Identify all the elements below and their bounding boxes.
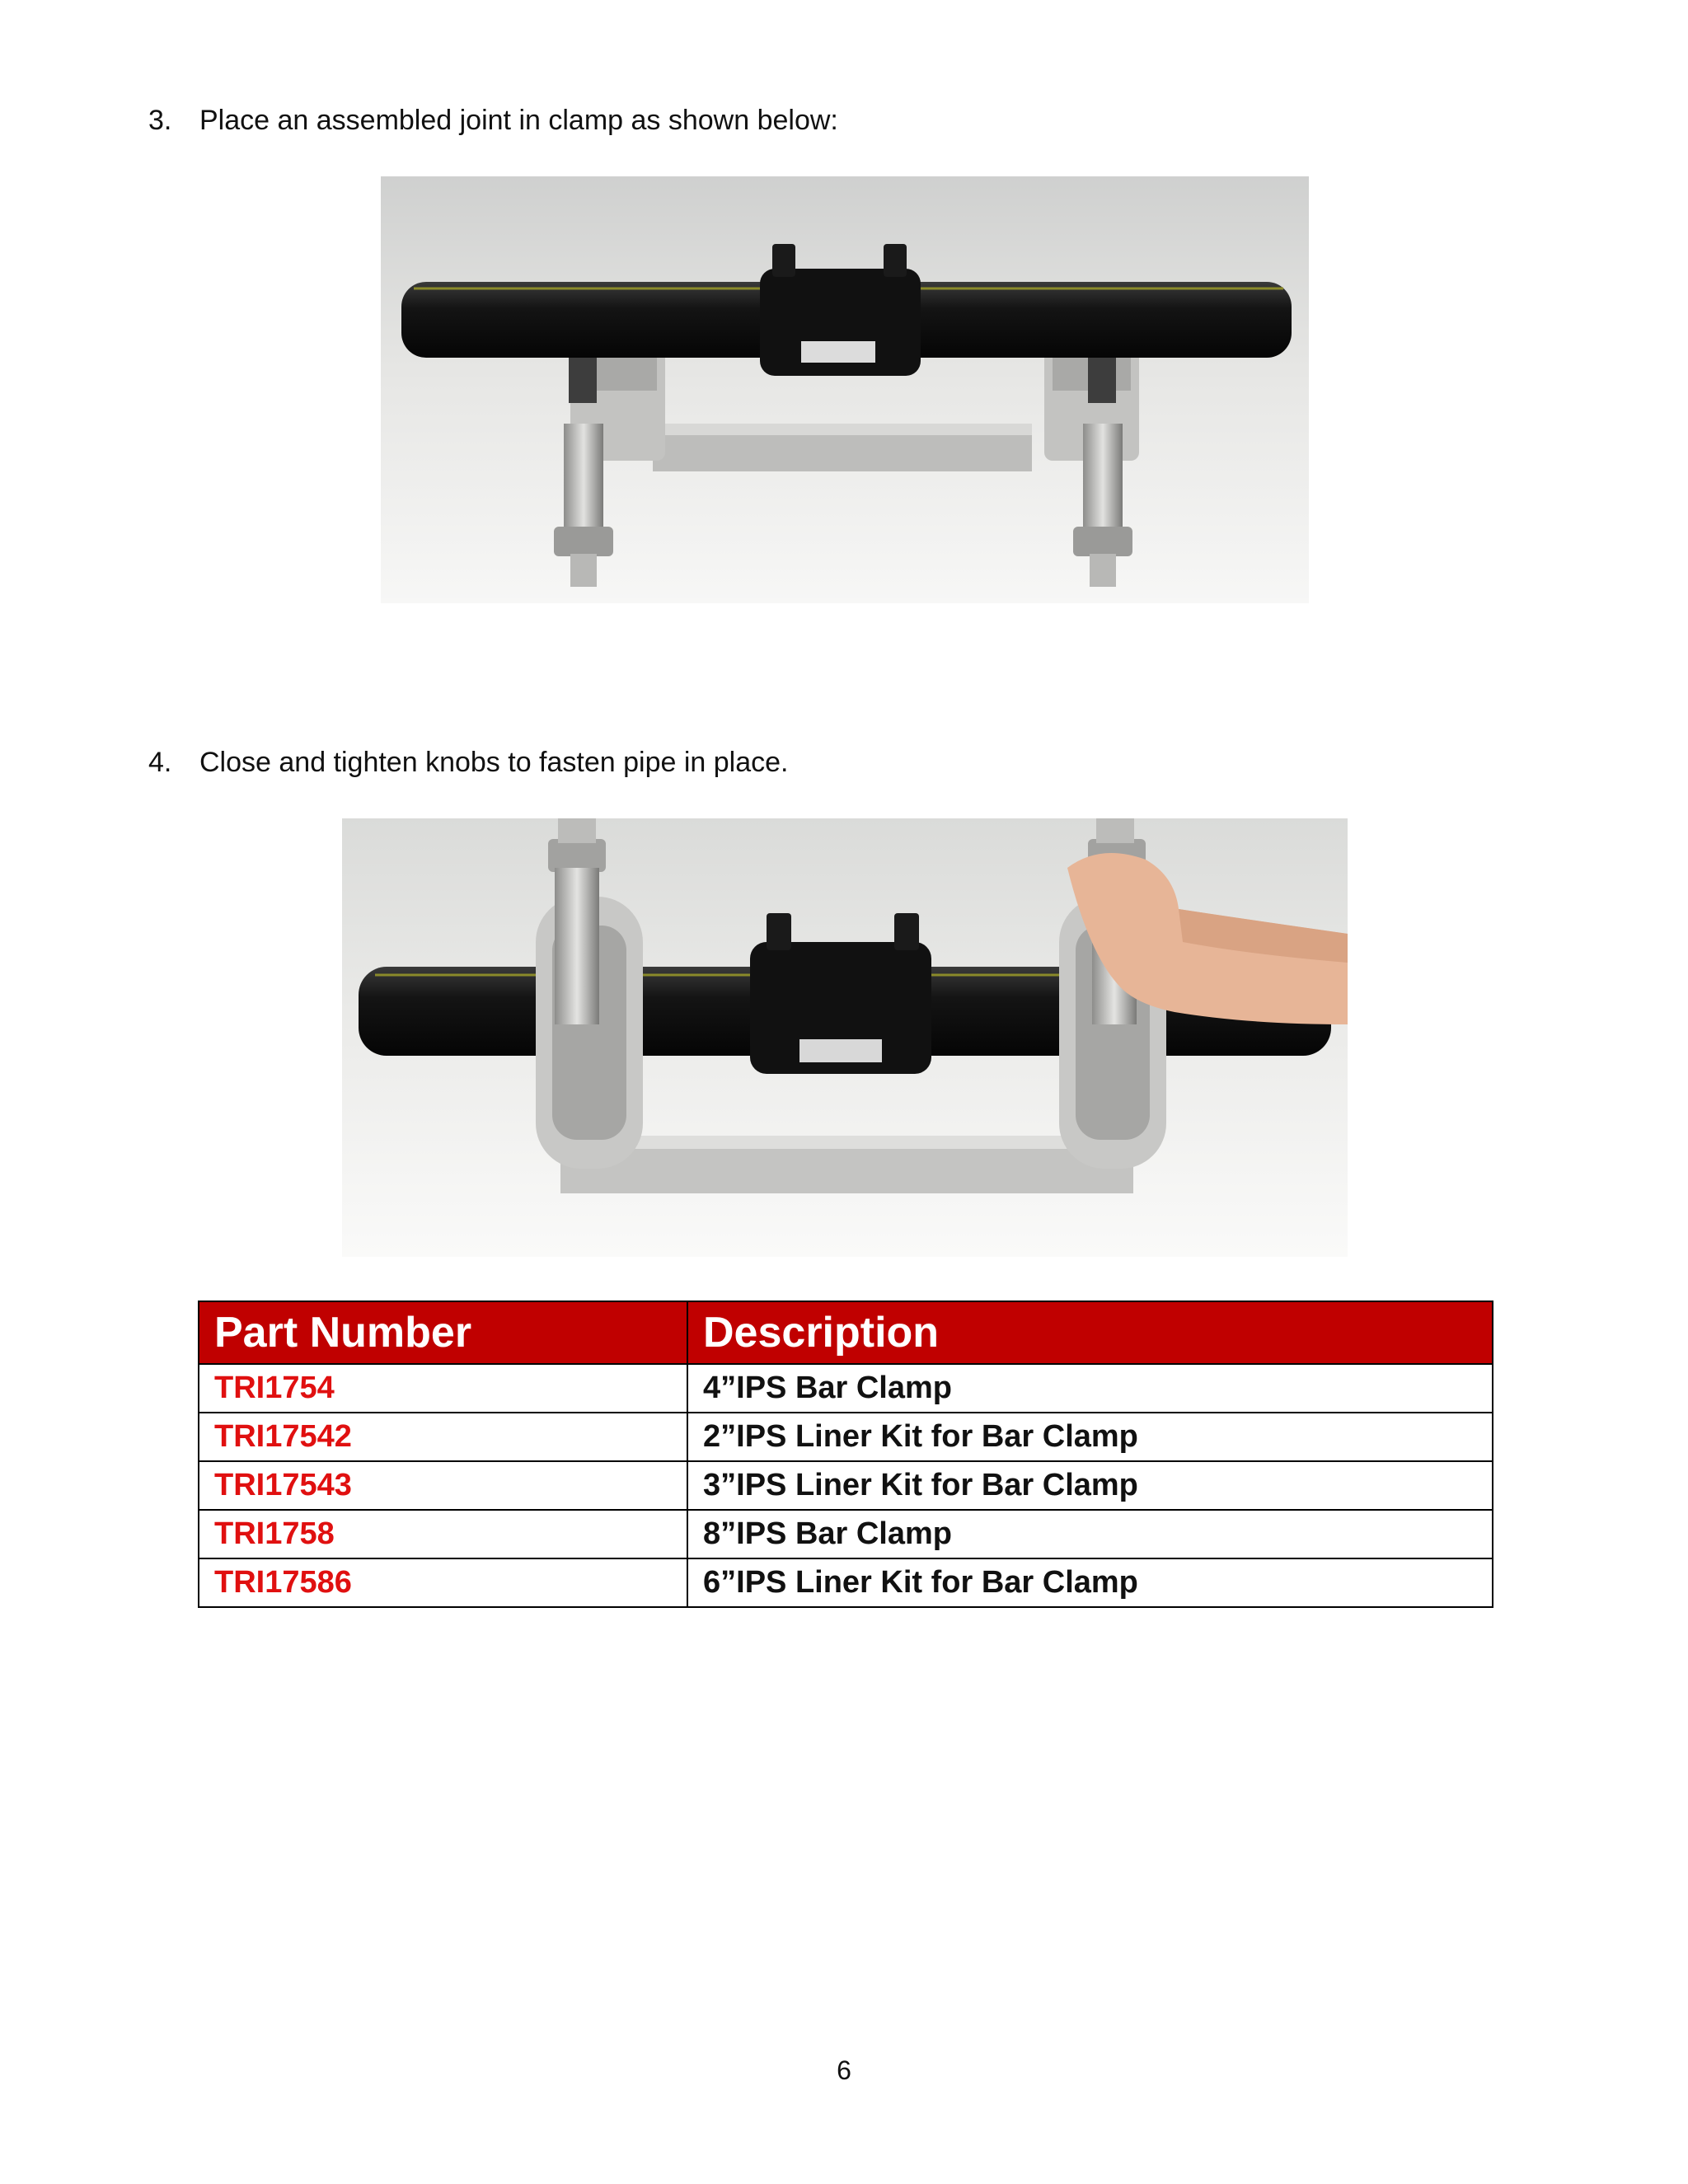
description-cell: 6”IPS Liner Kit for Bar Clamp — [687, 1558, 1493, 1607]
part-number-cell: TRI17543 — [199, 1461, 687, 1510]
step-text: Close and tighten knobs to fasten pipe in place. — [199, 747, 789, 778]
part-number-cell: TRI17542 — [199, 1413, 687, 1461]
step-4 — [148, 746, 788, 779]
table-row — [199, 1364, 1493, 1413]
page-number: 6 — [837, 2055, 851, 2085]
table-row — [199, 1461, 1493, 1510]
column-header-description: Description — [687, 1301, 1493, 1364]
step-3 — [148, 104, 838, 137]
photo-open-clamp — [381, 176, 1309, 603]
description-cell: 4”IPS Bar Clamp — [687, 1364, 1493, 1413]
part-number-cell: TRI17586 — [199, 1558, 687, 1607]
description-cell: 3”IPS Liner Kit for Bar Clamp — [687, 1461, 1493, 1510]
description-cell: 8”IPS Bar Clamp — [687, 1510, 1493, 1558]
photo-closed-clamp — [342, 818, 1348, 1257]
step-number: 3. — [148, 105, 172, 136]
table-row — [199, 1510, 1493, 1558]
table-row — [199, 1558, 1493, 1607]
column-header-part-number: Part Number — [199, 1301, 687, 1364]
parts-table — [198, 1301, 1493, 1608]
description-cell: 2”IPS Liner Kit for Bar Clamp — [687, 1413, 1493, 1461]
part-number-cell: TRI1758 — [199, 1510, 687, 1558]
step-number: 4. — [148, 747, 172, 778]
table-row — [199, 1413, 1493, 1461]
table-header-row — [199, 1301, 1493, 1364]
step-text: Place an assembled joint in clamp as shown below: — [199, 105, 838, 136]
part-number-cell: TRI1754 — [199, 1364, 687, 1413]
